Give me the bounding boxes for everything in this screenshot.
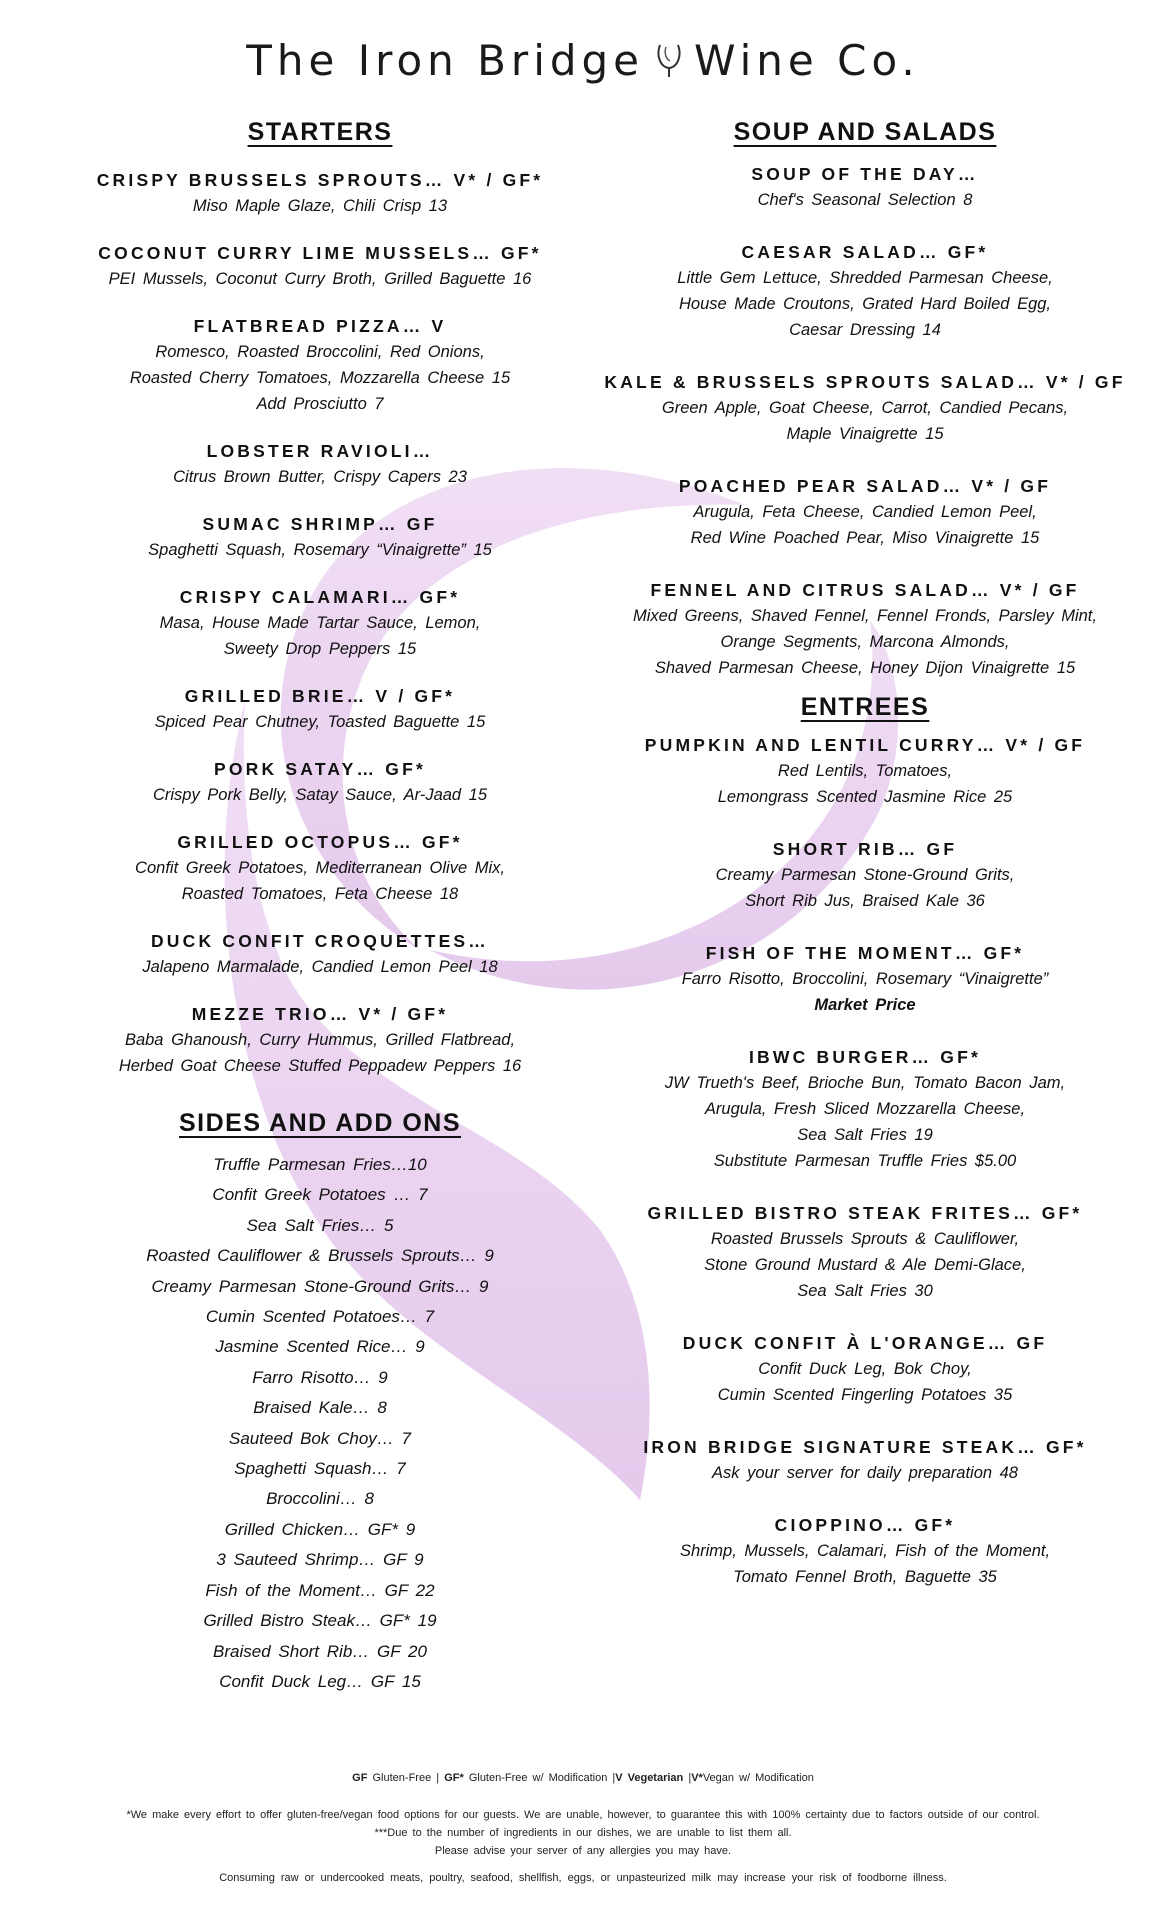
dish-name: KALE & BRUSSELS SPROUTS SALAD… V* / GF <box>604 372 1126 392</box>
dish-name: SOUP OF THE DAY… <box>751 164 979 184</box>
menu-item <box>40 584 600 662</box>
dish-name: SUMAC SHRIMP… GF <box>202 514 438 534</box>
dish-name: FISH OF THE MOMENT… GF* <box>705 943 1025 963</box>
dish-description: Little Gem Lettuce, Shredded Parmesan Cheese, <box>677 269 1053 287</box>
legend-gfm-text: Gluten-Free w/ Modification <box>468 1772 608 1784</box>
dish-description: Sea Salt Fries 30 <box>797 1282 933 1300</box>
menu-item <box>40 928 600 980</box>
legend-vm-code: V* <box>691 1772 703 1784</box>
dish-description: JW Trueth's Beef, Brioche Bun, Tomato Bacon Jam, <box>664 1074 1066 1092</box>
dish-description: Shrimp, Mussels, Calamari, Fish of the Moment, <box>679 1542 1051 1560</box>
dish-name: CIOPPINO… GF* <box>774 1515 956 1535</box>
side-item: Creamy Parmesan Stone-Ground Grits… 9 <box>151 1276 489 1296</box>
dish-name: FLATBREAD PIZZA… V <box>193 316 447 336</box>
menu-item <box>40 1001 600 1079</box>
side-item: Confit Duck Leg… GF 15 <box>219 1671 421 1691</box>
brand-name-left: The Iron Bridge <box>246 36 645 85</box>
soup-salads-heading: SOUP AND SALADS <box>733 118 997 146</box>
side-item: Jasmine Scented Rice… 9 <box>215 1337 425 1357</box>
side-item: Sea Salt Fries… 5 <box>246 1215 394 1235</box>
menu-item <box>590 473 1140 551</box>
menu-item <box>590 1434 1140 1486</box>
allergy-notes <box>0 1806 1166 1860</box>
dish-name: GRILLED OCTOPUS… GF* <box>177 832 463 852</box>
dish-description: Green Apple, Goat Cheese, Carrot, Candied Pecans, <box>661 399 1069 417</box>
dish-description: Confit Duck Leg, Bok Choy, <box>758 1360 972 1378</box>
dish-description: Red Wine Poached Pear, Miso Vinaigrette 15 <box>690 529 1040 547</box>
menu-item <box>40 829 600 907</box>
starters-heading: STARTERS <box>247 118 393 146</box>
dish-description: House Made Croutons, Grated Hard Boiled Egg, <box>678 295 1052 313</box>
menu-item <box>590 577 1140 681</box>
dish-price-note: Market Price <box>814 996 916 1014</box>
dish-description: Citrus Brown Butter, Crispy Capers 23 <box>173 468 467 486</box>
menu-item <box>40 313 600 417</box>
dish-description: PEI Mussels, Coconut Curry Broth, Grilled Baguette 16 <box>108 270 532 288</box>
menu-item <box>40 167 600 219</box>
side-item: Sauteed Bok Choy… 7 <box>229 1428 411 1448</box>
dish-name: CAESAR SALAD… GF* <box>741 242 989 262</box>
dish-description: Arugula, Feta Cheese, Candied Lemon Peel, <box>693 503 1037 521</box>
menu-item <box>40 438 600 490</box>
menu-item <box>590 1044 1140 1174</box>
dish-description: Creamy Parmesan Stone-Ground Grits, <box>715 866 1015 884</box>
dish-description: Masa, House Made Tartar Sauce, Lemon, <box>159 614 481 632</box>
side-item: Broccolini… 8 <box>266 1489 374 1509</box>
dish-name: PUMPKIN AND LENTIL CURRY… V* / GF <box>644 735 1086 755</box>
dish-name: GRILLED BISTRO STEAK FRITES… GF* <box>647 1203 1083 1223</box>
dish-name: MEZZE TRIO… V* / GF* <box>191 1004 449 1024</box>
dish-description: Caesar Dressing 14 <box>789 321 941 339</box>
legend-vm-text: Vegan w/ Modification <box>702 1772 814 1784</box>
side-item: Cumin Scented Potatoes… 7 <box>205 1307 435 1327</box>
dish-name: DUCK CONFIT À L'ORANGE… GF <box>682 1333 1048 1353</box>
side-item: Braised Short Rib… GF 20 <box>213 1641 427 1661</box>
soup-salads-list <box>590 161 1140 681</box>
menu-item <box>590 1200 1140 1304</box>
legend-gfm-code: GF* <box>444 1772 464 1784</box>
brand-name-right: Wine Co. <box>694 36 920 85</box>
dish-name: LOBSTER RAVIOLI… <box>206 441 434 461</box>
dish-description: Tomato Fennel Broth, Baguette 35 <box>733 1568 997 1586</box>
dish-description: Roasted Cherry Tomatoes, Mozzarella Cheese 15 <box>129 369 511 387</box>
legend-gf-text: Gluten-Free <box>372 1772 432 1784</box>
dish-description: Miso Maple Glaze, Chili Crisp 13 <box>192 197 448 215</box>
side-item: Spaghetti Squash… 7 <box>234 1459 406 1479</box>
dish-name: COCONUT CURRY LIME MUSSELS… GF* <box>98 243 542 263</box>
menu-item <box>590 239 1140 343</box>
dish-description: Sweety Drop Peppers 15 <box>223 640 417 658</box>
legend-v-code: V Vegetarian <box>615 1772 684 1784</box>
dish-description: Short Rib Jus, Braised Kale 36 <box>745 892 985 910</box>
side-item: 3 Sauteed Shrimp… GF 9 <box>216 1550 424 1570</box>
dish-description: Jalapeno Marmalade, Candied Lemon Peel 18 <box>142 958 498 976</box>
dish-description: Spaghetti Squash, Rosemary “Vinaigrette” 15 <box>148 541 492 559</box>
menu-item <box>40 683 600 735</box>
dish-description: Arugula, Fresh Sliced Mozzarella Cheese, <box>704 1100 1026 1118</box>
dish-description: Orange Segments, Marcona Almonds, <box>720 633 1010 651</box>
legend-gf-code: GF <box>352 1772 368 1784</box>
dish-description: Cumin Scented Fingerling Potatoes 35 <box>717 1386 1013 1404</box>
dish-description: Red Lentils, Tomatoes, <box>777 762 953 780</box>
dish-description: Ask your server for daily preparation 48 <box>712 1464 1018 1482</box>
side-item: Truffle Parmesan Fries…10 <box>213 1155 427 1174</box>
dish-description: Chef's Seasonal Selection 8 <box>757 191 973 209</box>
dish-description: Herbed Goat Cheese Stuffed Peppadew Peppers 16 <box>118 1057 522 1075</box>
side-item: Braised Kale… 8 <box>253 1398 387 1418</box>
dish-name: PORK SATAY… GF* <box>213 759 426 779</box>
sides-heading: SIDES AND ADD ONS <box>178 1109 461 1137</box>
dish-description: Lemongrass Scented Jasmine Rice 25 <box>717 788 1013 806</box>
dish-name: POACHED PEAR SALAD… V* / GF <box>678 476 1052 496</box>
dish-description: Romesco, Roasted Broccolini, Red Onions, <box>155 343 485 361</box>
dish-description: Baba Ghanoush, Curry Hummus, Grilled Flatbread, <box>124 1031 516 1049</box>
menu-item <box>40 511 600 563</box>
dish-description: Stone Ground Mustard & Ale Demi-Glace, <box>704 1256 1026 1274</box>
sides-list <box>40 1150 600 1697</box>
side-item: Farro Risotto… 9 <box>252 1367 388 1387</box>
dish-description: Sea Salt Fries 19 <box>797 1126 933 1144</box>
dish-name: CRISPY BRUSSELS SPROUTS… V* / GF* <box>96 170 544 190</box>
dish-description: Crispy Pork Belly, Satay Sauce, Ar-Jaad 15 <box>152 786 488 804</box>
dish-description: Maple Vinaigrette 15 <box>786 425 944 443</box>
dish-name: IRON BRIDGE SIGNATURE STEAK… GF* <box>643 1437 1087 1457</box>
starters-list <box>40 167 600 1079</box>
menu-item <box>590 369 1140 447</box>
side-item: Grilled Chicken… GF* 9 <box>224 1519 416 1539</box>
side-item: Fish of the Moment… GF 22 <box>205 1580 435 1600</box>
menu-item <box>40 240 600 292</box>
dish-name: SHORT RIB… GF <box>772 839 958 859</box>
dish-description: Confit Greek Potatoes, Mediterranean Olive Mix, <box>135 859 505 877</box>
side-item: Roasted Cauliflower & Brussels Sprouts… 9 <box>146 1246 494 1266</box>
dish-name: IBWC BURGER… GF* <box>748 1047 982 1067</box>
dish-description: Add Prosciutto 7 <box>256 395 384 413</box>
menu-item <box>590 1330 1140 1408</box>
dietary-legend: GF Gluten-Free | GF* Gluten-Free w/ Modification |V Vegetarian |V*Vegan w/ Modification <box>352 1772 814 1784</box>
allergy-note-1: *We make every effort to offer gluten-free/vegan food options for our guests. We are unable, however, to guarantee this with 100% certainty due to factors outside of our control. <box>126 1809 1040 1821</box>
allergy-note-3: Please advise your server of any allergies you may have. <box>434 1845 732 1857</box>
wine-glass-icon <box>654 41 684 81</box>
dish-description: Farro Risotto, Broccolini, Rosemary “Vinaigrette” <box>681 970 1049 988</box>
menu-item <box>590 161 1140 213</box>
dish-name: FENNEL AND CITRUS SALAD… V* / GF <box>650 580 1080 600</box>
brand-logo <box>0 36 1166 85</box>
side-item: Grilled Bistro Steak… GF* 19 <box>203 1611 437 1631</box>
left-column <box>40 118 600 1697</box>
side-item: Confit Greek Potatoes … 7 <box>212 1185 428 1205</box>
foodborne-warning: Consuming raw or undercooked meats, poultry, seafood, shellfish, eggs, or unpasteurized milk may increase your risk of foodborne illness. <box>219 1872 947 1884</box>
dish-description: Substitute Parmesan Truffle Fries $5.00 <box>713 1152 1017 1170</box>
menu-item <box>590 732 1140 810</box>
menu-item <box>590 1512 1140 1590</box>
allergy-note-2: ***Due to the number of ingredients in our dishes, we are unable to list them all. <box>374 1827 792 1839</box>
dish-description: Spiced Pear Chutney, Toasted Baguette 15 <box>154 713 486 731</box>
entrees-heading: ENTREES <box>800 693 930 721</box>
dish-description: Mixed Greens, Shaved Fennel, Fennel Fronds, Parsley Mint, <box>633 607 1097 625</box>
dish-name: CRISPY CALAMARI… GF* <box>179 587 461 607</box>
right-column <box>590 118 1140 1590</box>
menu-item <box>40 756 600 808</box>
menu-item <box>590 836 1140 914</box>
menu-item <box>590 940 1140 1018</box>
dish-description: Shaved Parmesan Cheese, Honey Dijon Vinaigrette 15 <box>654 659 1076 677</box>
dish-name: GRILLED BRIE… V / GF* <box>184 686 456 706</box>
entrees-list <box>590 732 1140 1590</box>
dish-name: DUCK CONFIT CROQUETTES… <box>150 931 490 951</box>
dish-description: Roasted Tomatoes, Feta Cheese 18 <box>181 885 459 903</box>
dish-description: Roasted Brussels Sprouts & Cauliflower, <box>710 1230 1020 1248</box>
